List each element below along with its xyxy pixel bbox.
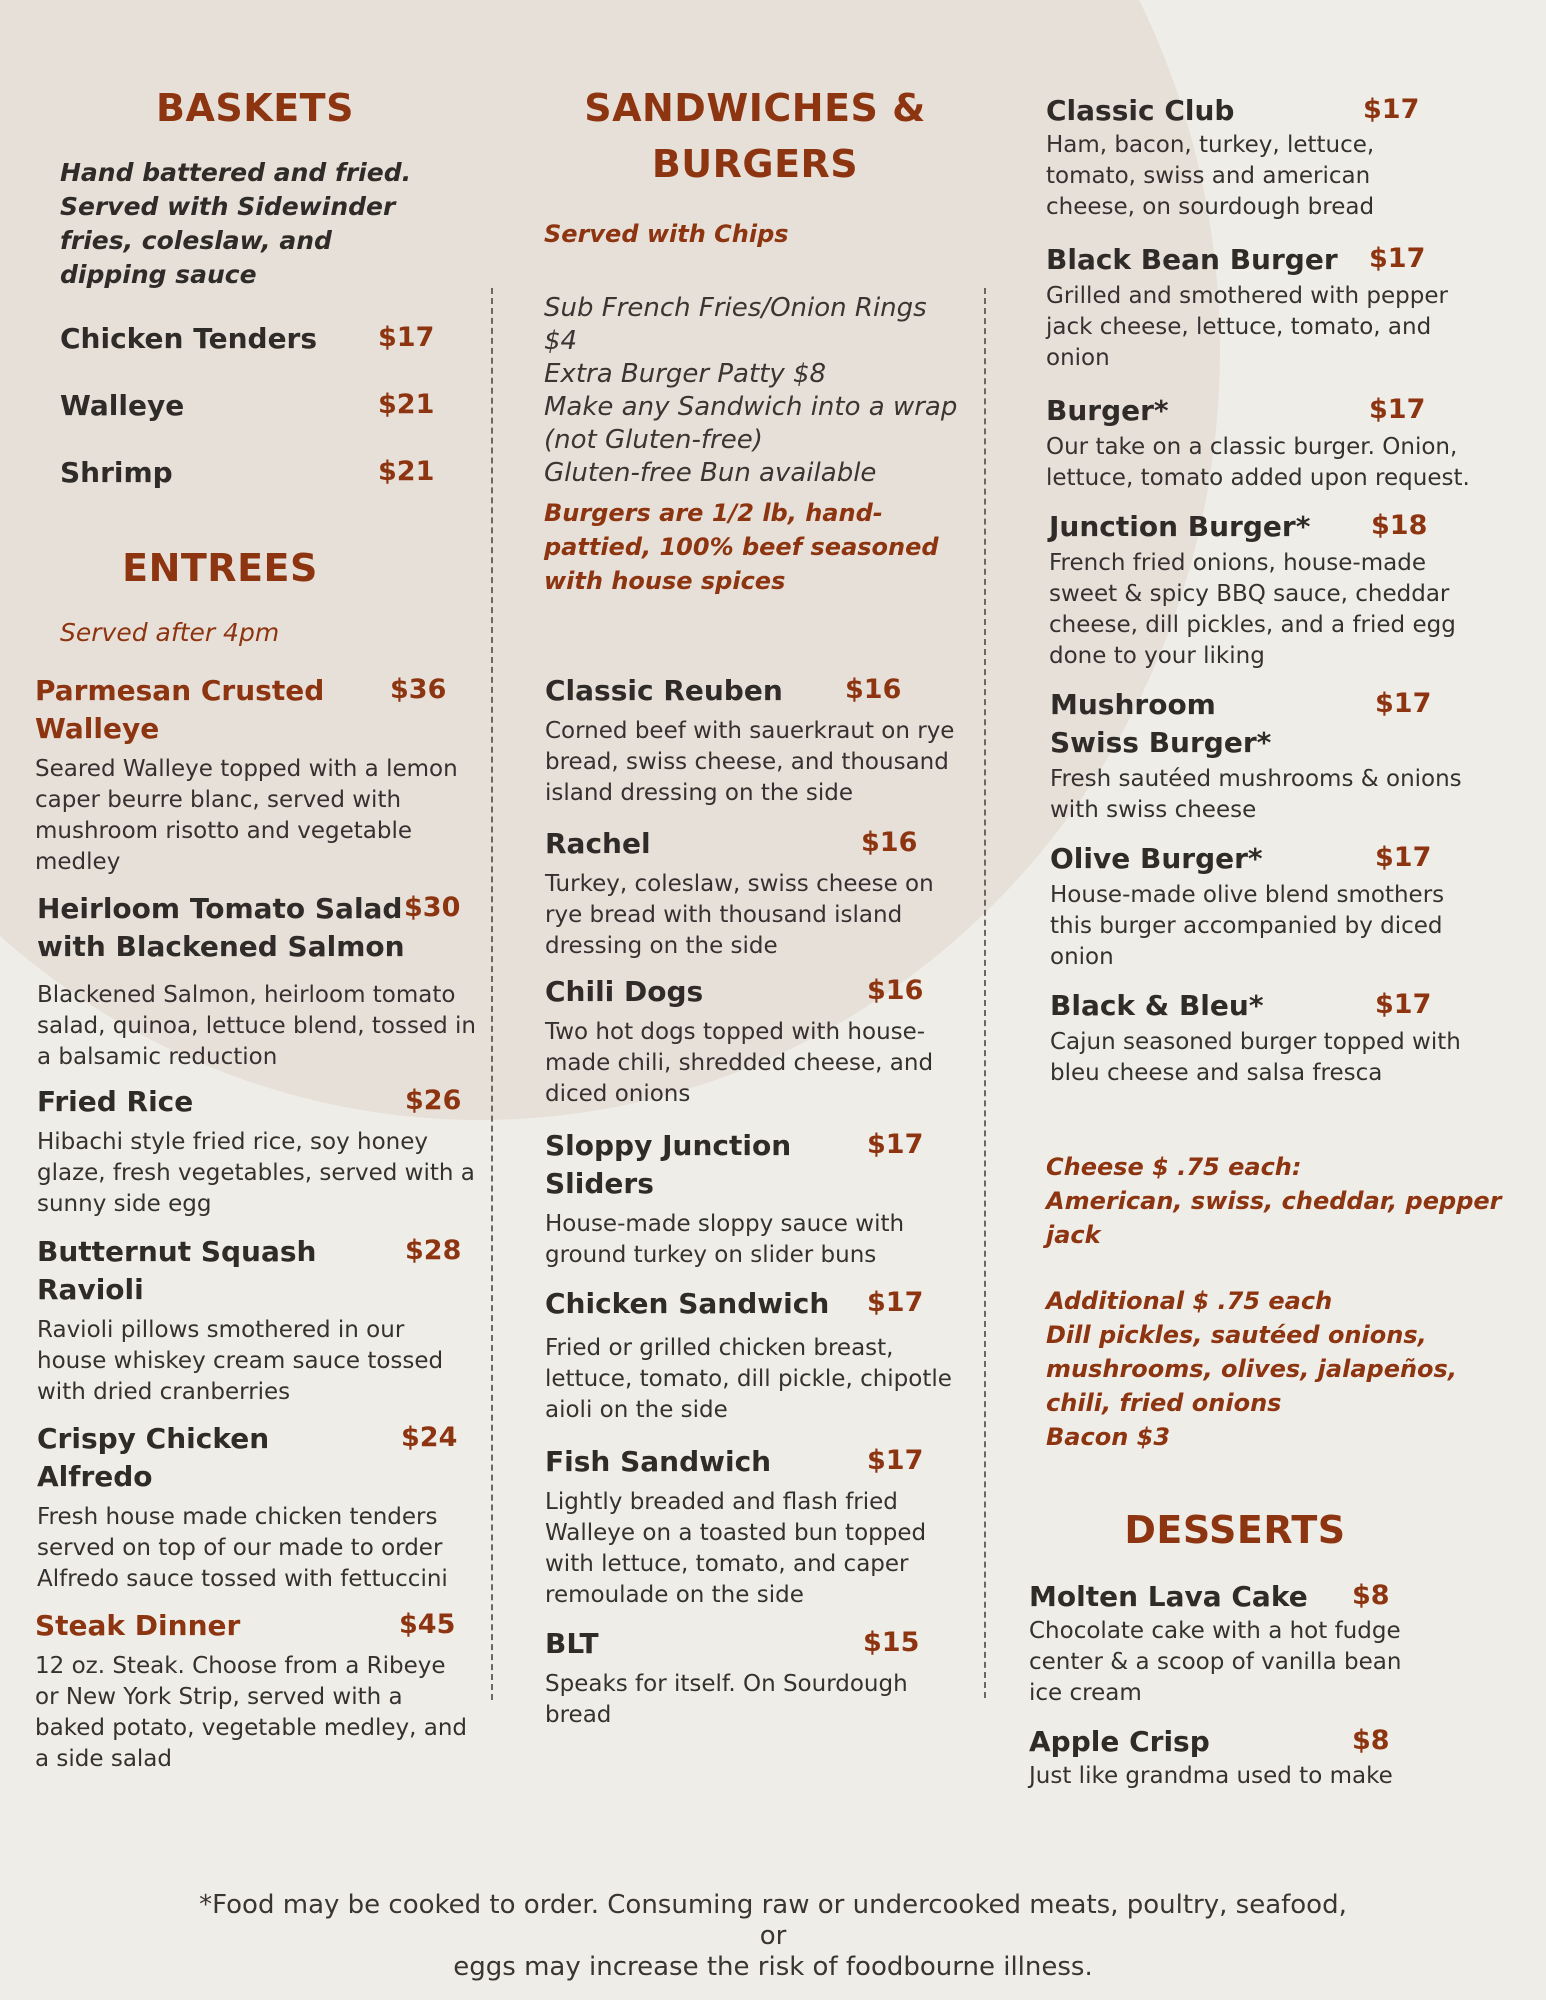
burger-item: [1050, 987, 1500, 1089]
entrees-header: [60, 540, 500, 647]
item-description: Lightly breaded and flash fried Walleye on a toasted bun topped with lettuce, tomato, and caper remoulade on the side: [545, 1489, 927, 1608]
option-line: Gluten-free Bun available: [544, 458, 877, 488]
item-price: $8: [1352, 1580, 1390, 1611]
burger-item: [1046, 92, 1496, 223]
item-description: Cajun seasoned burger topped with bleu cheese and salsa fresca: [1050, 1029, 1461, 1086]
item-price: $17: [1369, 243, 1426, 274]
entrees-title: ENTREES: [122, 546, 318, 590]
basket-item: [60, 454, 435, 492]
item-name: Heirloom Tomato Salad with Blackened Salmon: [37, 892, 405, 963]
item-price: $17: [867, 1287, 924, 1318]
item-price: $18: [1371, 510, 1428, 541]
item-name: Walleye: [60, 389, 185, 422]
cheese-note: [1046, 1150, 1506, 1252]
sandwiches-title: [520, 80, 990, 192]
item-description: Speaks for itself. On Sourdough bread: [545, 1671, 908, 1728]
served-with-chips: Served with Chips: [544, 220, 789, 248]
item-price: $8: [1352, 1725, 1390, 1756]
burger-item: [1046, 392, 1496, 494]
sandwich-item: [545, 1443, 965, 1611]
item-name: Molten Lava Cake: [1029, 1580, 1308, 1613]
item-price: $17: [1363, 94, 1420, 125]
item-description: Seared Walleye topped with a lemon caper beurre blanc, served with mushroom risotto and vegetable medley: [35, 756, 458, 875]
basket-item: [60, 320, 435, 358]
additional-note: [1046, 1284, 1506, 1454]
option-line: Extra Burger Patty $8: [544, 359, 827, 389]
sandwich-item: [545, 672, 965, 809]
basket-item: [60, 387, 435, 425]
item-price: $16: [845, 674, 902, 705]
burger-item: [1049, 508, 1499, 672]
item-price: $17: [1369, 394, 1426, 425]
dessert-item: [1029, 1723, 1469, 1792]
sandwich-item: [545, 973, 965, 1110]
item-price: $16: [867, 975, 924, 1006]
option-line: Sub French Fries/Onion Rings $4: [544, 293, 927, 356]
item-description: Hibachi style fried rice, soy honey glaze, fresh vegetables, served with a sunny side egg: [37, 1129, 475, 1217]
item-price: $21: [378, 456, 435, 487]
item-description: House-made olive blend smothers this burger accompanied by diced onion: [1050, 882, 1445, 970]
item-description: Blackened Salmon, heirloom tomato salad, quinoa, lettuce blend, tossed in a balsamic reduction: [37, 982, 476, 1070]
sandwich-item: [545, 825, 965, 962]
item-description: Our take on a classic burger. Onion, lettuce, tomato added upon request.: [1046, 434, 1470, 491]
desserts-title: DESSERTS: [1124, 1508, 1346, 1552]
entree-item: [35, 1607, 475, 1775]
burger-note: Burgers are 1/2 lb, hand-pattied, 100% beef seasoned with house spices: [544, 499, 939, 595]
item-price: $24: [401, 1422, 458, 1453]
item-price: $28: [405, 1235, 462, 1266]
item-name: Mushroom Swiss Burger*: [1050, 688, 1272, 759]
baskets-note: Hand battered and fried. Served with Sidewinder fries, coleslaw, and dipping sauce: [60, 158, 412, 289]
item-name: Crispy Chicken Alfredo: [37, 1422, 270, 1493]
entree-item: [37, 890, 477, 1073]
entree-item: [37, 1233, 477, 1408]
column-divider-left: [491, 288, 493, 1700]
cheese-line2: American, swiss, cheddar, pepper jack: [1046, 1187, 1502, 1249]
item-description: Fresh sautéed mushrooms & onions with swiss cheese: [1050, 766, 1462, 823]
baskets-section: [60, 80, 450, 292]
item-description: French fried onions, house-made sweet & spicy BBQ sauce, cheddar cheese, dill pickles, and a fried egg done to your liking: [1049, 550, 1456, 669]
item-price: $17: [378, 322, 435, 353]
sandwich-item: [545, 1625, 965, 1731]
item-name: Chicken Sandwich: [545, 1287, 830, 1320]
footer-disclaimer: [0, 1890, 1546, 1983]
burger-item: [1046, 241, 1496, 374]
item-description: Turkey, coleslaw, swiss cheese on rye bread with thousand island dressing on the side: [545, 871, 934, 959]
sandwich-item: [545, 1127, 965, 1271]
item-price: $17: [867, 1129, 924, 1160]
item-description: Fresh house made chicken tenders served on top of our made to order Alfredo sauce tossed with fettuccini: [37, 1504, 448, 1592]
item-price: $26: [405, 1085, 462, 1116]
burger-item: [1050, 686, 1500, 826]
item-price: $30: [404, 892, 461, 923]
item-price: $36: [390, 674, 447, 705]
item-price: $17: [1375, 842, 1432, 873]
item-name: Black & Bleu*: [1050, 989, 1264, 1022]
item-description: House-made sloppy sauce with ground turkey on slider buns: [545, 1211, 905, 1268]
item-price: $45: [399, 1609, 456, 1640]
item-price: $17: [867, 1445, 924, 1476]
item-description: Just like grandma used to make: [1029, 1763, 1393, 1789]
item-name: Apple Crisp: [1029, 1725, 1210, 1758]
item-name: Olive Burger*: [1050, 842, 1263, 875]
item-name: Burger*: [1046, 394, 1169, 427]
sandwiches-title-line2: BURGERS: [651, 142, 859, 186]
item-description: Grilled and smothered with pepper jack cheese, lettuce, tomato, and onion: [1046, 283, 1448, 371]
item-name: Steak Dinner: [35, 1609, 241, 1642]
burger-item: [1050, 840, 1500, 973]
item-description: Corned beef with sauerkraut on rye bread, swiss cheese, and thousand island dressing on the side: [545, 718, 955, 806]
column-divider-right: [984, 288, 986, 1698]
item-price: $17: [1375, 688, 1432, 719]
sandwich-item: [545, 1285, 965, 1426]
entrees-note: Served after 4pm: [60, 618, 280, 647]
sandwiches-title-line1: SANDWICHES &: [584, 86, 926, 130]
sandwich-options: [544, 292, 964, 490]
item-price: $15: [863, 1627, 920, 1658]
item-description: Ham, bacon, turkey, lettuce, tomato, swiss and american cheese, on sourdough bread: [1046, 132, 1375, 220]
sandwiches-section: [520, 80, 990, 248]
entree-item: [37, 1420, 477, 1595]
additional-line3: Bacon $3: [1046, 1423, 1171, 1451]
additional-line2: Dill pickles, sautéed onions, mushrooms, olives, jalapeños, chili, fried onions: [1046, 1321, 1457, 1417]
item-description: Ravioli pillows smothered in our house whiskey cream sauce tossed with dried cranberries: [37, 1317, 444, 1405]
cheese-line1: Cheese $ .75 each:: [1046, 1153, 1302, 1181]
item-description: Fried or grilled chicken breast, lettuce, tomato, dill pickle, chipotle aioli on the side: [545, 1335, 952, 1423]
item-price: $17: [1375, 989, 1432, 1020]
item-description: 12 oz. Steak. Choose from a Ribeye or New York Strip, served with a baked potato, vegetable medley, and a side salad: [35, 1653, 468, 1772]
item-name: Classic Club: [1046, 94, 1235, 127]
item-description: Two hot dogs topped with house-made chili, shredded cheese, and diced onions: [545, 1019, 934, 1107]
item-name: Fish Sandwich: [545, 1445, 772, 1478]
additional-line1: Additional $ .75 each: [1046, 1287, 1333, 1315]
footer-line2: eggs may increase the risk of foodbourne illness.: [453, 1952, 1093, 1982]
item-name: BLT: [545, 1627, 599, 1660]
item-price: $21: [378, 389, 435, 420]
item-description: Chocolate cake with a hot fudge center & a scoop of vanilla bean ice cream: [1029, 1618, 1402, 1706]
item-name: Classic Reuben: [545, 674, 783, 707]
item-name: Black Bean Burger: [1046, 243, 1338, 276]
item-name: Shrimp: [60, 456, 173, 489]
entree-item: [35, 672, 475, 878]
baskets-title: BASKETS: [156, 86, 354, 130]
item-price: $16: [861, 827, 918, 858]
desserts-header: [1030, 1502, 1440, 1558]
footer-line1: *Food may be cooked to order. Consuming raw or undercooked meats, poultry, seafood, or: [199, 1890, 1347, 1951]
item-name: Junction Burger*: [1049, 510, 1311, 543]
entree-item: [37, 1083, 477, 1220]
dessert-item: [1029, 1578, 1469, 1709]
item-name: Fried Rice: [37, 1085, 194, 1118]
item-name: Chili Dogs: [545, 975, 704, 1008]
item-name: Rachel: [545, 827, 651, 860]
item-name: Butternut Squash Ravioli: [37, 1235, 317, 1306]
item-name: Sloppy Junction Sliders: [545, 1129, 792, 1200]
option-line: Make any Sandwich into a wrap (not Gluten-free): [544, 392, 958, 455]
item-name: Chicken Tenders: [60, 322, 318, 355]
item-name: Parmesan Crusted Walleye: [35, 674, 325, 745]
